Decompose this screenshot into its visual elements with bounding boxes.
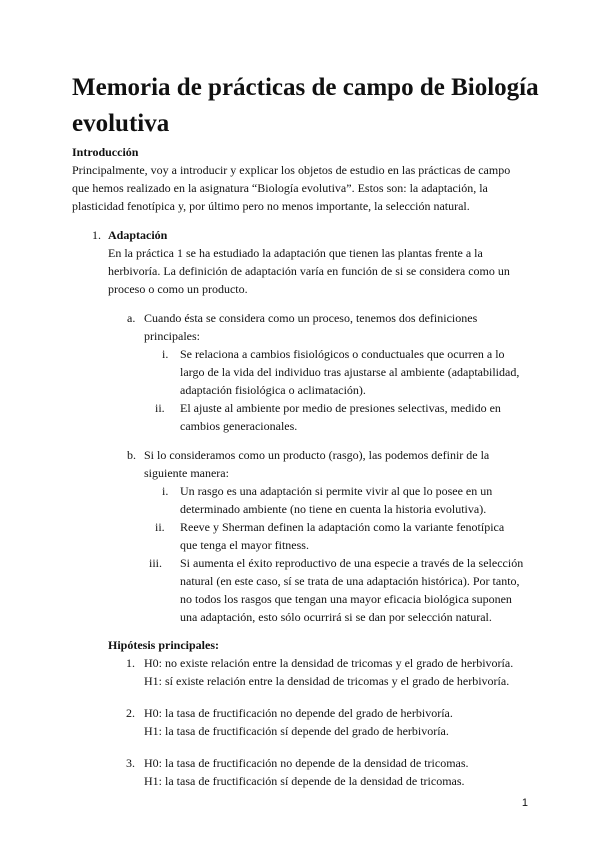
- hypotheses-heading: Hipótesis principales:: [108, 638, 220, 652]
- hypothesis-3-h0: H0: la tasa de fructificación no depende de la densidad de tricomas.: [144, 756, 469, 770]
- item-b-line-1: Si lo consideramos como un producto (rasgo), las podemos definir de la: [144, 448, 490, 462]
- item-b-sub-i-line-2: determinado ambiente (no tiene en cuenta la historia evolutiva).: [180, 502, 487, 516]
- item-a-sub-i-line-1: Se relaciona a cambios fisiológicos o conductuales que ocurren a lo: [180, 347, 505, 361]
- item-b-line-2: siguiente manera:: [144, 466, 229, 480]
- item-b-sub-i-marker: i.: [162, 484, 169, 498]
- introduction-heading: Introducción: [72, 145, 139, 159]
- section-1-line-2: herbivoría. La definición de adaptación varía en función de si se considera como un: [108, 264, 510, 278]
- item-b-sub-ii-marker: ii.: [155, 520, 165, 534]
- item-a-sub-ii-line-1: El ajuste al ambiente por medio de presiones selectivas, medido en: [180, 401, 501, 415]
- item-a-sub-ii-line-2: cambios generacionales.: [180, 419, 298, 433]
- hypothesis-1-h0: H0: no existe relación entre la densidad de tricomas y el grado de herbivoría.: [144, 656, 514, 670]
- item-a-sub-i-line-2: largo de la vida del individuo tras ajustarse al ambiente (adaptabilidad,: [180, 365, 520, 379]
- item-b-sub-iii-line-1: Si aumenta el éxito reproductivo de una especie a través de la selección: [180, 556, 524, 570]
- introduction-line-3: plasticidad fenotípica y, por último pero no menos importante, la selección natural.: [72, 199, 470, 213]
- item-b-sub-ii-line-1: Reeve y Sherman definen la adaptación como la variante fenotípica: [180, 520, 505, 534]
- item-a-sub-ii-marker: ii.: [155, 401, 165, 415]
- item-b-sub-iii-line-4: una adaptación, esto sólo ocurrirá si se dan por selección natural.: [180, 610, 492, 624]
- item-b-sub-iii-line-2: natural (en este caso, sí se trata de una adaptación histórica). Por tanto,: [180, 574, 520, 588]
- item-b-sub-i-line-1: Un rasgo es una adaptación si permite vivir al que lo posee en un: [180, 484, 493, 498]
- hypothesis-2-h1: H1: la tasa de fructificación sí depende del grado de herbivoría.: [144, 724, 449, 738]
- hypothesis-2-h0: H0: la tasa de fructificación no depende del grado de herbivoría.: [144, 706, 453, 720]
- hypothesis-1-marker: 1.: [126, 656, 135, 670]
- section-1-heading: Adaptación: [108, 228, 168, 242]
- introduction-line-1: Principalmente, voy a introducir y explicar los objetos de estudio en las prácticas de campo: [72, 163, 511, 177]
- item-a-sub-i-marker: i.: [162, 347, 169, 361]
- item-b-marker: b.: [127, 448, 136, 462]
- item-a-line-2: principales:: [144, 329, 200, 343]
- hypothesis-1-h1: H1: sí existe relación entre la densidad de tricomas y el grado de herbivoría.: [144, 674, 510, 688]
- item-a-marker: a.: [127, 311, 136, 325]
- page-number: 1: [521, 797, 528, 809]
- hypothesis-2-marker: 2.: [126, 706, 135, 720]
- item-b-sub-ii-line-2: que tenga el mayor fitness.: [180, 538, 309, 552]
- document-title: Memoria de prácticas de campo de Biología evolutiva: [72, 74, 539, 137]
- item-b-sub-iii-marker: iii.: [149, 556, 163, 570]
- section-1-number: 1.: [92, 228, 101, 242]
- introduction-line-2: que hemos realizado en la asignatura “Biología evolutiva”. Estos son: la adaptación, la: [72, 181, 488, 195]
- item-b-sub-iii-line-3: no todos los rasgos que tengan una mayor eficacia biológica suponen: [180, 592, 512, 606]
- section-1-line-3: proceso o como un producto.: [108, 282, 248, 296]
- hypothesis-3-marker: 3.: [126, 756, 135, 770]
- hypothesis-3-h1: H1: la tasa de fructificación sí depende de la densidad de tricomas.: [144, 774, 465, 788]
- item-a-line-1: Cuando ésta se considera como un proceso, tenemos dos definiciones: [144, 311, 478, 325]
- item-a-sub-i-line-3: adaptación fisiológica o aclimatación).: [180, 383, 366, 397]
- section-1-line-1: En la práctica 1 se ha estudiado la adaptación que tienen las plantas frente a la: [108, 246, 483, 260]
